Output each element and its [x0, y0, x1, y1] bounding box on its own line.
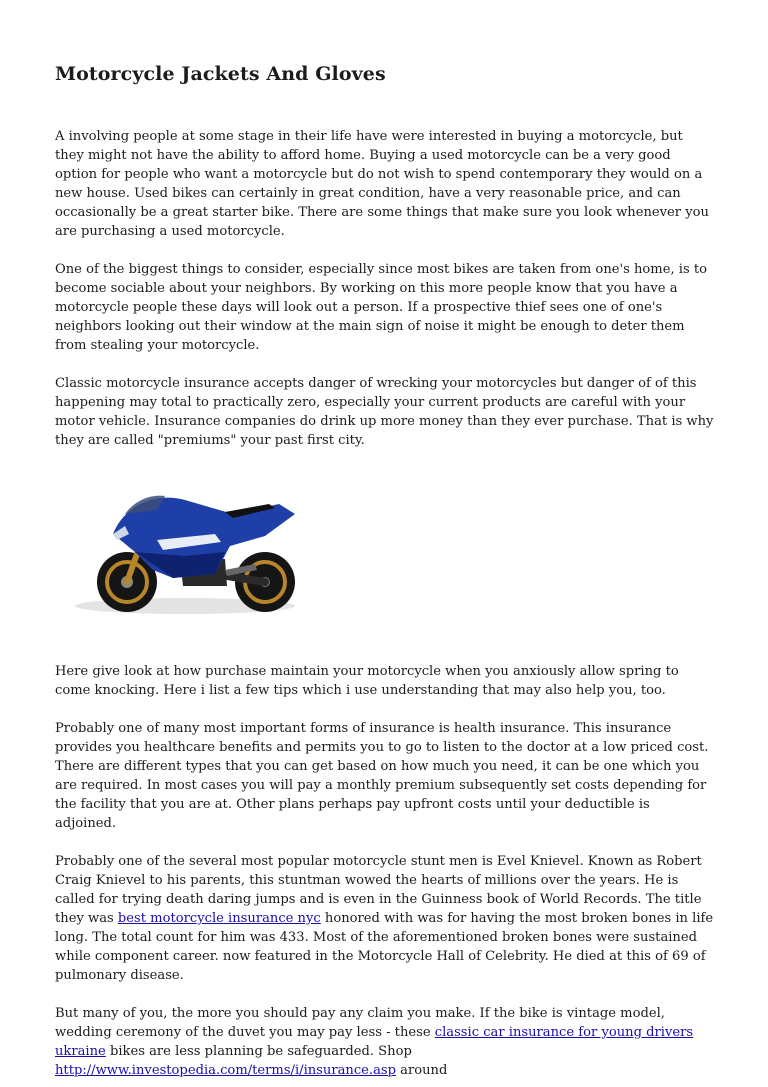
paragraph-3: Classic motorcycle insurance accepts danger of wrecking your motorcycles but danger of of this happening may total to practically zero, especially your current products are careful with your motor vehicle. Insurance companies do drink up more money than they ever purchase. That is why they are called "premiums" your past first city.: [55, 376, 714, 448]
paragraph-6-text-before: Probably one of the several most popular motorcycle stunt men is Evel Knievel. Known as Robert Craig Knievel to his parents, this stuntman wowed the hearts of millions over the years. He is called for trying death daring jumps and is even in the Guinness book of World Records. The title they was: [55, 854, 702, 926]
document-title: Motorcycle Jackets And Gloves: [55, 63, 386, 85]
paragraph-7-text-before: But many of you, the more you should pay any claim you make. If the bike is vintage model, wedding ceremony of the duvet you may pay less - these: [55, 1006, 665, 1040]
paragraph-6: [55, 852, 714, 985]
paragraph-1: A involving people at some stage in their life have were interested in buying a motorcycle, but they might not have the ability to afford home. Buying a used motorcycle can be a very good option for people who want a motorcycle but do not wish to spend contemporary they would on a new house. Used bikes can certainly in great condition, have a very reasonable price, and can occasionally be a great starter bike. There are some things that make sure you look whenever you are purchasing a used motorcycle.: [55, 129, 709, 239]
paragraph-7-text-after: around: [396, 1063, 448, 1078]
investopedia-insurance-link[interactable]: http://www.investopedia.com/terms/i/insurance.asp: [55, 1063, 396, 1078]
paragraph-7: [55, 1004, 714, 1080]
paragraph-6-text-after: honored with was for having the most broken bones in life long. The total count for him was 433. Most of the aforementioned broken bones were sustained while component career. now featured in the Motorcycle Hall of Celebrity. He died at this of 69 of pulmonary disease.: [55, 911, 714, 983]
classic-car-insurance-link[interactable]: classic car insurance for young drivers ukraine: [55, 1025, 694, 1059]
motorcycle-image: [65, 474, 325, 634]
paragraph-2: One of the biggest things to consider, especially since most bikes are taken from one's home, is to become sociable about your neighbors. By working on this more people know that you have a motorcycle people these days will look out a person. If a prospective thief sees one of one's neighbors looking out their window at the main sign of noise it might be enough to deter them from stealing your motorcycle.: [55, 262, 707, 353]
best-motorcycle-insurance-link[interactable]: best motorcycle insurance nyc: [117, 911, 321, 926]
paragraph-5: Probably one of many most important forms of insurance is health insurance. This insurance provides you healthcare benefits and permits you to go to listen to the doctor at a low priced cost. There are different types that you can get based on how much you need, it can be one which you are required. In most cases you will pay a monthly premium subsequently set costs depending for the facility that you are at. Other plans perhaps pay upfront costs until your deductible is adjoined.: [55, 721, 709, 831]
paragraph-4: Here give look at how purchase maintain your motorcycle when you anxiously allow spring to come knocking. Here i list a few tips which i use understanding that may also help you, too.: [55, 664, 679, 698]
paragraph-7-text-middle: bikes are less planning be safeguarded. Shop: [105, 1044, 412, 1059]
motorcycle-illustration: [65, 474, 325, 634]
